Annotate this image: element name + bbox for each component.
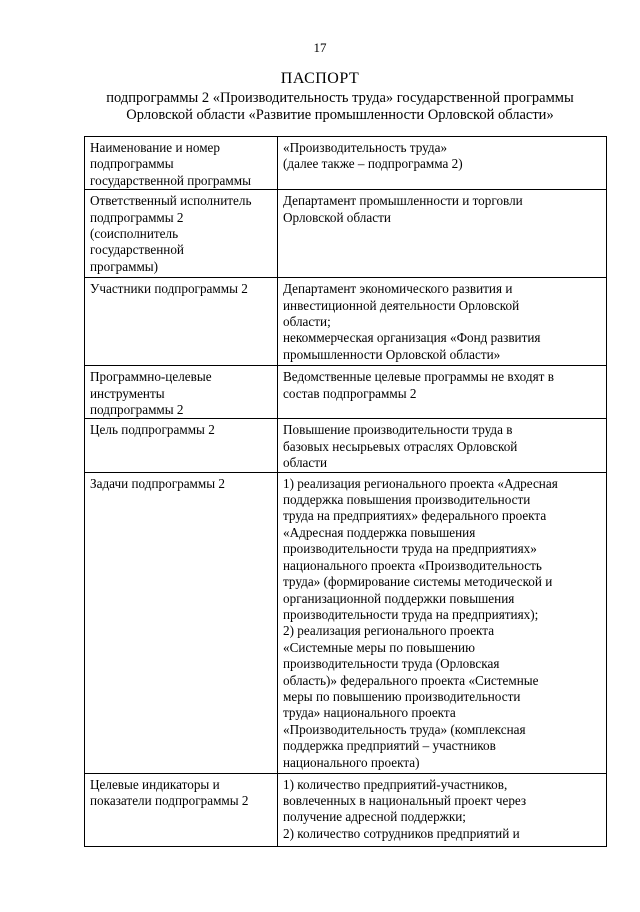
table-row <box>85 472 607 773</box>
row-value-line: получение адресной поддержки; <box>283 809 466 825</box>
passport-table <box>84 136 607 847</box>
row-label-cell <box>85 366 278 419</box>
row-value-line: труда» национального проекта <box>283 705 456 721</box>
row-value-line: инвестиционной деятельности Орловской <box>283 297 520 313</box>
row-value-cell <box>278 773 607 846</box>
row-value-line: базовых несырьевых отраслях Орловской <box>283 438 518 454</box>
row-value-line: Орловской области <box>283 209 391 225</box>
row-value-cell <box>278 137 607 190</box>
row-label-line: программы) <box>90 258 159 274</box>
row-label-cell <box>85 419 278 472</box>
row-value-line: (далее также – подпрограмма 2) <box>283 156 463 172</box>
row-value-line: Повышение производительности труда в <box>283 422 513 438</box>
row-value-line: области; <box>283 314 331 330</box>
row-label-line: инструменты <box>90 385 165 401</box>
row-label-line: подпрограммы 2 <box>90 209 184 225</box>
row-label-line: Программно-целевые <box>90 369 212 385</box>
table-row <box>85 190 607 278</box>
row-value-line: «Адресная поддержка повышения <box>283 524 476 540</box>
row-value-line: национального проекта) <box>283 754 420 770</box>
row-value-line: национального проекта «Производительность <box>283 557 542 573</box>
row-value-cell <box>278 472 607 773</box>
table-row <box>85 366 607 419</box>
row-value-line: производительности труда на предприятиях» <box>283 541 537 557</box>
row-label-line: подпрограммы <box>90 156 174 172</box>
row-value-line: области <box>283 455 328 471</box>
row-value-line: состав подпрограммы 2 <box>283 385 417 401</box>
row-value-cell <box>278 366 607 419</box>
row-label-line: Наименование и номер <box>90 140 221 155</box>
row-value-line: Департамент промышленности и торговли <box>283 193 523 209</box>
row-label-line: Целевые индикаторы и <box>90 776 220 792</box>
row-label-line: Цель подпрограммы 2 <box>90 422 215 438</box>
table-row <box>85 419 607 472</box>
row-value-cell <box>278 419 607 472</box>
row-label-line: Ответственный исполнитель <box>90 193 252 209</box>
row-label-line: показатели подпрограммы 2 <box>90 793 249 809</box>
row-label-line: Задачи подпрограммы 2 <box>90 475 226 491</box>
row-value-line: Департамент экономического развития и <box>283 281 513 297</box>
row-value-line: труда» (формирование системы методической и <box>283 574 553 590</box>
row-value-line: производительности труда (Орловская <box>283 656 500 672</box>
row-label-cell <box>85 278 278 366</box>
row-value-cell <box>278 278 607 366</box>
subtitle-line: Орловской области «Развитие промышленности Орловской области» <box>126 107 554 123</box>
row-value-line: вовлеченных в национальный проект через <box>283 793 527 809</box>
row-value-line: производительности труда на предприятиях); <box>283 606 539 622</box>
row-value-line: промышленности Орловской области» <box>283 346 501 362</box>
page-number: 17 <box>313 40 327 55</box>
row-label-cell <box>85 137 278 190</box>
row-value-line: поддержка повышения производительности <box>283 492 531 508</box>
subtitle-line: подпрограммы 2 «Производительность труда» государственной программы <box>106 90 574 106</box>
row-value-line: меры по повышению производительности <box>283 688 521 704</box>
row-value-line: область)» федерального проекта «Системные <box>283 672 539 688</box>
row-value-line: «Производительность труда» (комплексная <box>283 721 526 737</box>
row-label-line: государственной программы <box>90 172 251 188</box>
document-title: ПАСПОРТ <box>280 70 360 87</box>
row-value-line: Ведомственные целевые программы не входят в <box>283 369 554 385</box>
row-value-line: 1) реализация регионального проекта «Адресная <box>283 475 558 491</box>
row-value-cell <box>278 190 607 278</box>
row-value-line: поддержка предприятий – участников <box>283 738 496 754</box>
row-value-line: «Системные меры по повышению <box>283 639 475 655</box>
row-label-line: (соисполнитель <box>90 226 179 242</box>
table-row <box>85 278 607 366</box>
row-label-line: подпрограммы 2 <box>90 402 184 418</box>
row-value-line: «Производительность труда» <box>283 140 448 155</box>
row-label-line: Участники подпрограммы 2 <box>90 281 248 297</box>
row-value-line: некоммерческая организация «Фонд развития <box>283 330 541 346</box>
row-label-line: государственной <box>90 242 184 258</box>
row-label-cell <box>85 472 278 773</box>
row-label-cell <box>85 190 278 278</box>
table-row <box>85 773 607 846</box>
row-value-line: 2) реализация регионального проекта <box>283 623 495 639</box>
document-subtitle <box>40 90 640 124</box>
row-value-line: 2) количество сотрудников предприятий и <box>283 825 520 841</box>
row-value-line: 1) количество предприятий-участников, <box>283 776 508 792</box>
row-label-cell <box>85 773 278 846</box>
row-value-line: труда на предприятиях» федерального проекта <box>283 508 547 524</box>
table-row <box>85 137 607 190</box>
row-value-line: организационной поддержки повышения <box>283 590 515 606</box>
